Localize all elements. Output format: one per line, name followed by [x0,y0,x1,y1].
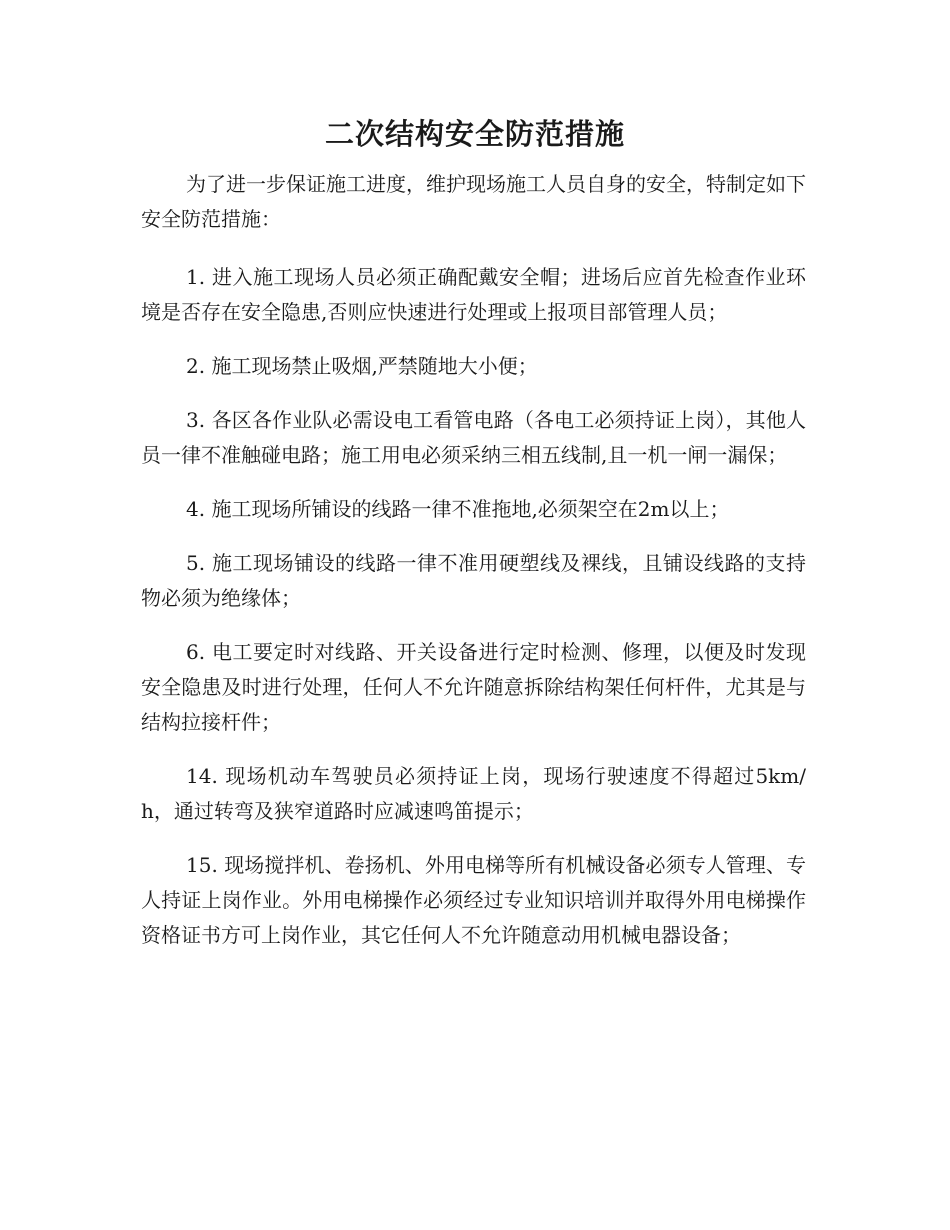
measure-item-2: 2. 施工现场禁止吸烟,严禁随地大小便； [186,354,538,378]
measure-item-15: 15. 现场搅拌机、卷扬机、外用电梯等所有机械设备必须专人管理、专人持证上岗作业。外用电梯操作必须经过专业知识培训并取得外用电梯操作资格证书方可上岗作业，其它任何人不允许随意动用机械电器设备； [141,853,806,947]
intro-paragraph: 为了进一步保证施工进度，维护现场施工人员自身的安全，特制定如下安全防范措施： [141,172,806,231]
document-title: 二次结构安全防范措施 [324,117,625,151]
measure-item-14: 14. 现场机动车驾驶员必须持证上岗，现场行驶速度不得超过5km/h，通过转弯及狭窄道路时应减速鸣笛提示； [141,764,806,823]
measure-item-6: 6. 电工要定时对线路、开关设备进行定时检测、修理，以便及时发现安全隐患及时进行处理，任何人不允许随意拆除结构架任何杆件，尤其是与结构拉接杆件； [141,640,806,734]
measure-item-1: 1. 进入施工现场人员必须正确配戴安全帽；进场后应首先检查作业环境是否存在安全隐患,否则应快速进行处理或上报项目部管理人员； [141,265,806,324]
measure-item-5: 5. 施工现场铺设的线路一律不准用硬塑线及裸线，且铺设线路的支持物必须为绝缘体； [141,551,806,610]
measure-item-3: 3. 各区各作业队必需设电工看管电路（各电工必须持证上岗），其他人员一律不准触碰电路；施工用电必须采纳三相五线制,且一机一闸一漏保； [141,408,806,467]
measure-item-4: 4. 施工现场所铺设的线路一律不准拖地,必须架空在2m以上； [186,497,730,521]
document-body [141,167,806,972]
